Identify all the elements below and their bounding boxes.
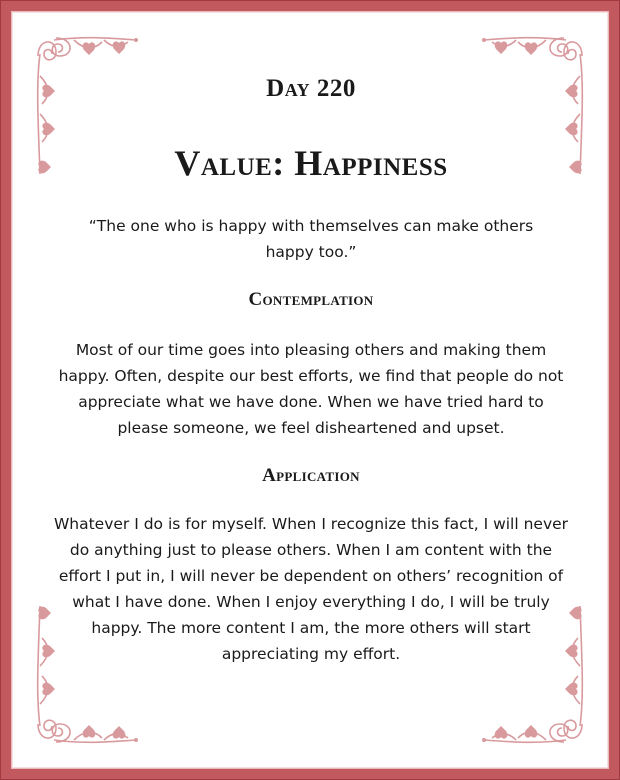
application-text: Whatever I do is for myself. When I recognize this fact, I will never do anything just to please others. When I am content with the effort I put in, I will never be dependent on others’ recognition of what I have done. When I enjoy everything I do, I will be truly happy. The more content I am, the more others will start appreciating my effort. — [53, 515, 569, 663]
quote-text: “The one who is happy with themselves can make others happy too.” — [88, 217, 534, 261]
value-title: Value: Happiness — [174, 143, 448, 183]
page-content — [41, 71, 581, 667]
contemplation-text: Most of our time goes into pleasing others and making them happy. Often, despite our best efforts, we find that people do not appreciate what we have done. When we have tried hard to please someone, we feel disheartened and upset. — [58, 341, 564, 437]
application-heading: Application — [262, 465, 360, 486]
contemplation-heading: Contemplation — [248, 289, 374, 310]
day-heading: Day 220 — [266, 75, 356, 102]
